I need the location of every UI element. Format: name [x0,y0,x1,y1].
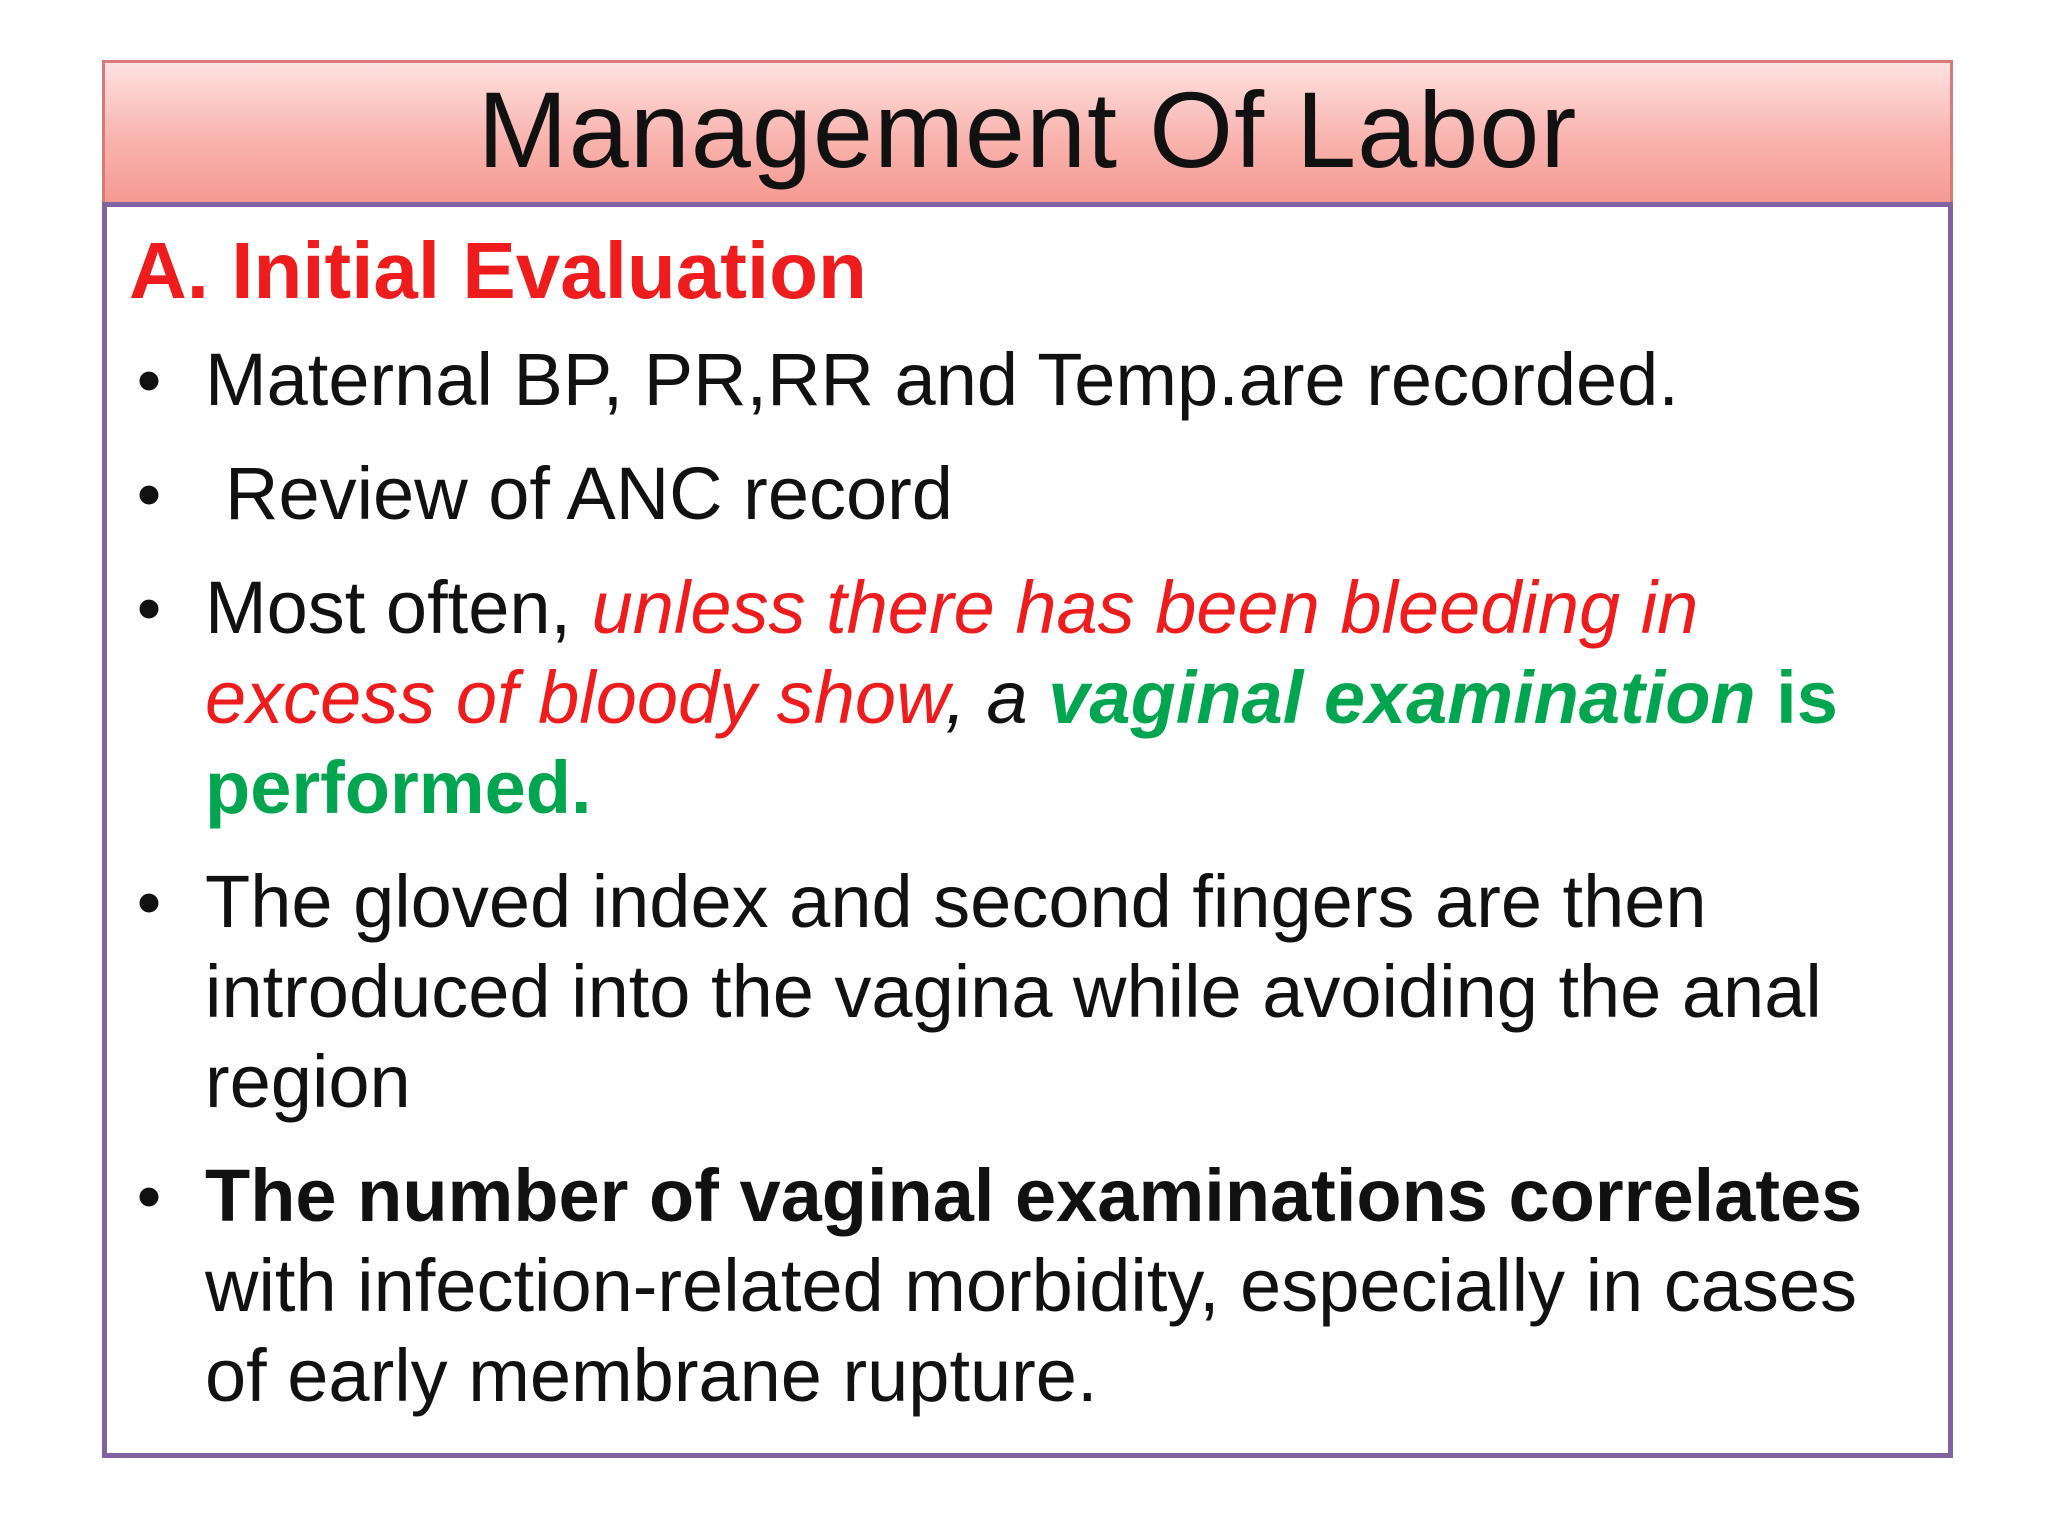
bullet-item-anc-review [129,449,1929,539]
bullet-icon: • [136,455,162,533]
bullet-list [129,335,1929,1445]
bullet-icon: • [136,863,162,941]
bullet-icon: • [136,1157,162,1235]
bullet-item-vitals [129,335,1929,425]
bullet-item-vaginal-exam [129,563,1929,833]
content-panel [102,202,1953,1458]
bullet-text: Maternal BP, PR,RR and Temp.are recorded. [205,338,1679,421]
bullet-text-rest: with infection-related morbidity, especially in cases of early membrane rupture. [205,1244,1858,1417]
bullet-text: The gloved index and second fingers are then introduced into the vagina while avoiding the anal region [205,860,1822,1123]
bullet-text-emphasis-end: is performed. [205,656,1838,829]
bullet-item-gloved-fingers [129,857,1929,1127]
bullet-text-lead: Most often, [205,566,592,649]
bullet-text-connector: , a [945,656,1049,739]
bullet-text-emphasis: vaginal examination [1048,656,1756,739]
bullet-text: Review of ANC record [225,452,953,535]
bullet-text-caveat: unless there has been bleeding in excess of bloody show [205,566,1699,739]
title-banner [102,60,1953,202]
bullet-icon: • [136,569,162,647]
slide-title: Management Of Labor [477,68,1578,190]
bullet-item-exam-count [129,1151,1929,1421]
section-heading: A. Initial Evaluation [129,226,867,315]
bullet-text-bold: The number of vaginal examinations correlates [205,1154,1863,1237]
bullet-icon: • [136,341,162,419]
